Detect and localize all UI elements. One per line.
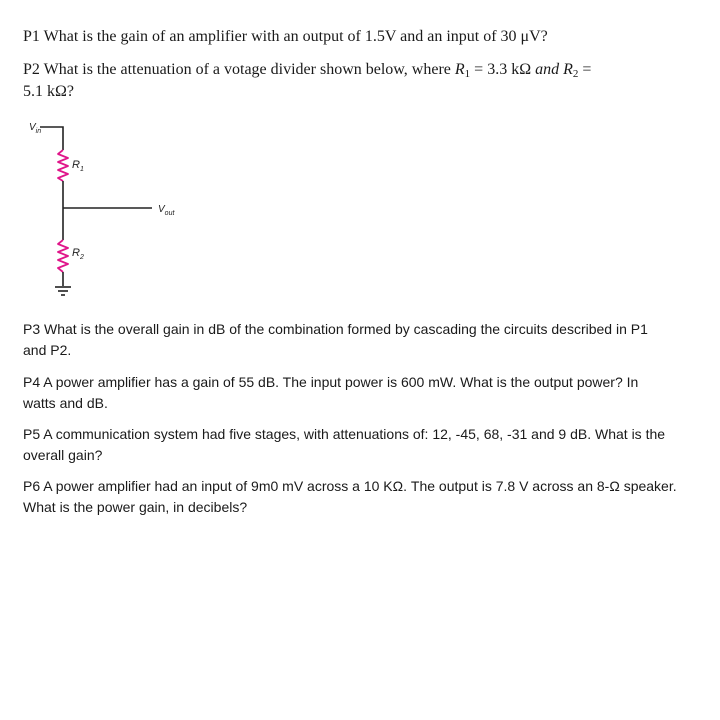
p5-line2: overall gain? xyxy=(23,447,103,463)
p6-line2: What is the power gain, in decibels? xyxy=(23,499,248,515)
vin-label xyxy=(29,122,41,135)
p3-line2: and P2. xyxy=(23,342,72,358)
r2-label xyxy=(72,247,84,261)
p2-and-word: and xyxy=(535,61,564,78)
p3-line1: P3 What is the overall gain in dB of the combination formed by cascading the circuits described in P1 xyxy=(23,321,648,337)
p2-r2-symbol: R xyxy=(563,61,573,78)
resistor-r1 xyxy=(58,150,68,181)
vout-sub: out xyxy=(164,210,175,217)
problem-p1 xyxy=(23,28,548,46)
p5-line1: P5 A communication system had five stages, with attenuations of: 12, -45, 68, -31 and 9 dB. What is the xyxy=(23,426,666,442)
resistor-r2 xyxy=(58,240,68,272)
p4-line1: P4 A power amplifier has a gain of 55 dB. The input power is 600 mW. What is the output power? In xyxy=(23,374,639,390)
r1-main: R xyxy=(72,159,80,171)
r1-sub: 1 xyxy=(79,166,84,173)
input-wire xyxy=(40,127,63,150)
r2-sub: 2 xyxy=(79,254,84,261)
p2-equals: = xyxy=(578,61,592,78)
p2-line2: 5.1 kΩ? xyxy=(23,83,74,100)
vin-main: V xyxy=(29,122,36,133)
p4-line2: watts and dB. xyxy=(23,395,108,411)
r2-main: R xyxy=(72,247,80,259)
ground-icon xyxy=(55,287,71,295)
p2-r2-subscript: 2 xyxy=(572,68,579,80)
r1-label xyxy=(72,159,84,173)
p2-r1-subscript: 1 xyxy=(464,68,471,80)
vout-main: V xyxy=(158,204,165,215)
vout-label xyxy=(158,204,175,217)
voltage-divider-circuit xyxy=(0,110,260,310)
p2-r1-value: = 3.3 kΩ xyxy=(470,61,536,78)
p2-r1-symbol: R xyxy=(454,61,465,78)
p2-lead: P2 What is the attenuation of a votage divider shown below, where xyxy=(23,61,455,78)
p6-line1: P6 A power amplifier had an input of 9m0 mV across a 10 KΩ. The output is 7.8 V across an 8-Ω speaker. xyxy=(23,478,677,494)
p1-text: P1 What is the gain of an amplifier with an output of 1.5V and an input of 30 μV? xyxy=(23,28,548,45)
vin-sub: in xyxy=(35,128,42,135)
